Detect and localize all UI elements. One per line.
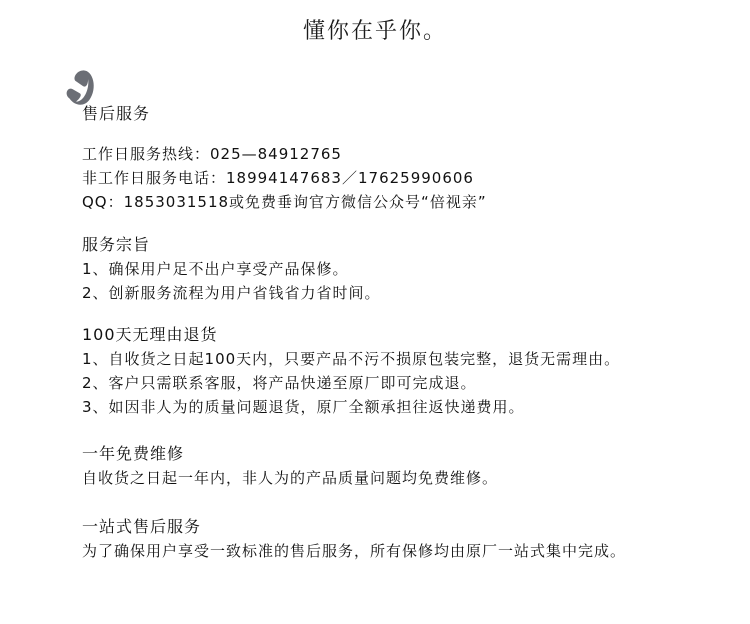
return-item: 1、自收货之日起100天内，只要产品不污不损原包装完整，退货无需理由。 bbox=[82, 350, 621, 368]
return-policy-title: 100天无理由退货 bbox=[82, 325, 218, 344]
return-item: 3、如因非人为的质量问题退货，原厂全额承担往返快递费用。 bbox=[82, 398, 525, 416]
service-tenet-title: 服务宗旨 bbox=[82, 235, 151, 254]
warranty-text: 自收货之日起一年内，非人为的产品质量问题均免费维修。 bbox=[82, 469, 499, 487]
tenet-item: 2、创新服务流程为用户省钱省力省时间。 bbox=[82, 284, 381, 302]
contact-section bbox=[82, 142, 487, 214]
after-sales-title: 售后服务 bbox=[82, 104, 151, 123]
after-sales-section bbox=[82, 102, 150, 126]
return-item: 2、客户只需联系客服，将产品快递至原厂即可完成退。 bbox=[82, 374, 477, 392]
one-stop-section bbox=[82, 515, 626, 563]
workday-hotline: 工作日服务热线：025—84912765 bbox=[82, 145, 342, 163]
page-tagline: 懂你在乎你。 bbox=[302, 19, 447, 44]
warranty-title: 一年免费维修 bbox=[82, 444, 185, 463]
nonworkday-phone: 非工作日服务电话：18994147683／17625990606 bbox=[82, 169, 474, 187]
tenet-item: 1、确保用户足不出户享受产品保修。 bbox=[82, 260, 349, 278]
return-policy-section bbox=[82, 323, 620, 419]
service-tenet-section bbox=[82, 233, 381, 305]
qq-wechat-info: QQ：1853031518或免费垂询官方微信公众号“倍视亲” bbox=[82, 193, 487, 211]
one-stop-title: 一站式售后服务 bbox=[82, 517, 202, 536]
warranty-section bbox=[82, 442, 498, 490]
one-stop-text: 为了确保用户享受一致标准的售后服务，所有保修均由原厂一站式集中完成。 bbox=[82, 542, 627, 560]
